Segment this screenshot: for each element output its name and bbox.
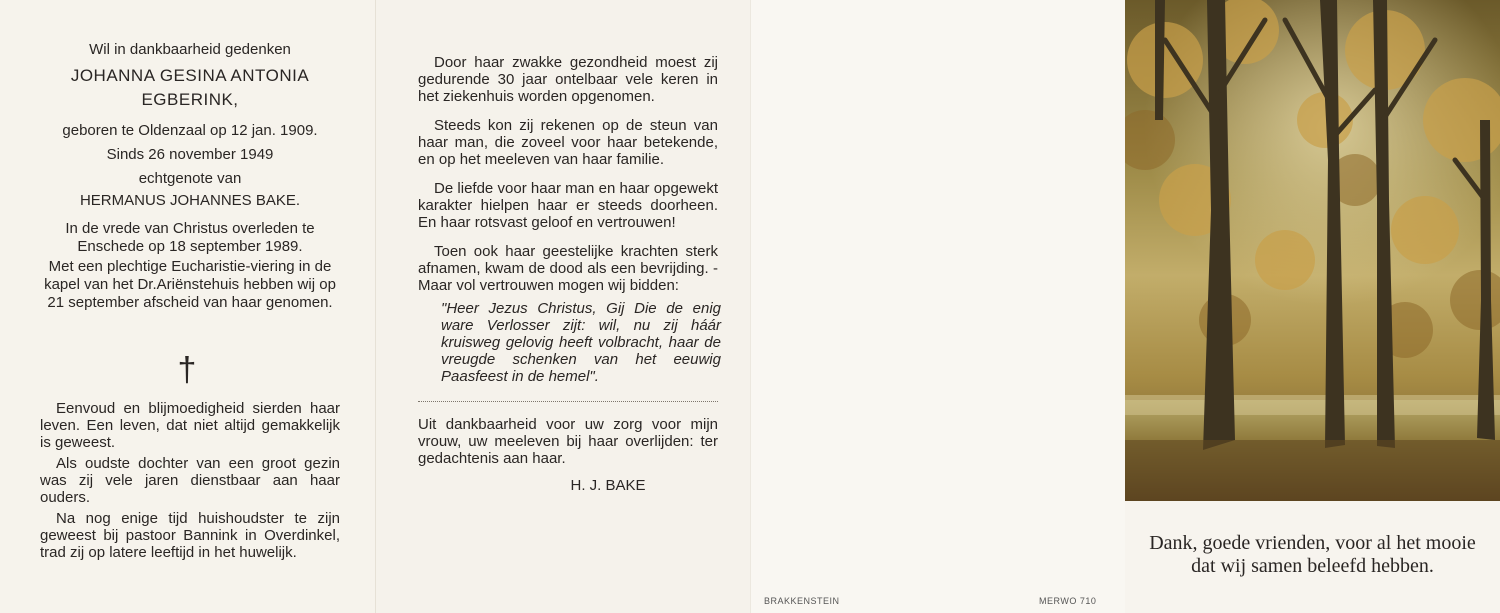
caption-line-1: Dank, goede vrienden, voor al het mooie — [1149, 532, 1476, 554]
print-code: MERWO 710 — [1039, 596, 1097, 606]
character-paragraph: De liefde voor haar man en haar opgewekt karakter hielpen haar er steeds doorheen. En haar rotsvast geloof en vertrouwen! — [418, 180, 718, 231]
middle-panel — [375, 0, 751, 613]
opening-line: Wil in dankbaarheid gedenken — [89, 41, 291, 58]
life-story — [40, 400, 340, 561]
spouse-intro: echtgenote van — [138, 170, 242, 187]
birth-line: geboren te Oldenzaal op 12 jan. 1909. — [62, 122, 318, 139]
prayer-quote: "Heer Jezus Christus, Gij Die de enig ware Verlosser zijt: wil, nu zij háár kruisweg gelovig heeft volbracht, haar de vreugde schenken van het eeuwig Paasfeest in de hemel". — [441, 300, 721, 385]
funeral-notice: Met een plechtige Eucharistie-viering in de kapel van het Dr.Ariënstehuis hebben wij op 21 september afscheid van haar genomen. — [44, 258, 336, 311]
spouse-name: HERMANUS JOHANNES BAKE. — [79, 192, 301, 209]
faith-paragraph: Toen ook haar geestelijke krachten sterk afnamen, kwam de dood als een bevrijding. - Maar vol vertrouwen mogen wij bidden: — [418, 243, 718, 294]
life-paragraph-2: Als oudste dochter van een groot gezin was zij vele jaren dienstbaar aan haar ouders. — [40, 455, 340, 506]
middle-column — [418, 54, 721, 495]
autumn-forest-photo — [1125, 0, 1500, 501]
thanks-paragraph: Uit dankbaarheid voor uw zorg voor mijn vrouw, uw meeleven bij haar overlijden: ter gedachtenis aan haar. — [418, 416, 718, 467]
life-paragraph-3: Na nog enige tijd huishoudster te zijn geweest bij pastoor Bannink in Overdinkel, trad zij op latere leeftijd in het huwelijk. — [40, 510, 340, 561]
divider — [418, 401, 718, 402]
photo-panel — [1125, 0, 1500, 613]
cross-icon: † — [177, 351, 197, 389]
health-paragraph: Door haar zwakke gezondheid moest zij gedurende 30 jaar ontelbaar vele keren in het ziekenhuis worden opgenomen. — [418, 54, 718, 105]
marriage-line: Sinds 26 november 1949 — [106, 146, 274, 163]
deceased-name-line2: EGBERINK, — [141, 90, 239, 109]
caption-line-2: dat wij samen beleefd hebben. — [1191, 555, 1434, 577]
signature: H. J. BAKE — [570, 477, 646, 494]
life-paragraph-1: Eenvoud en blijmoedigheid sierden haar leven. Een leven, dat niet altijd gemakkelijk is geweest. — [40, 400, 340, 451]
deceased-name-line1: JOHANNA GESINA ANTONIA — [70, 66, 310, 85]
death-notice: In de vrede van Christus overleden te Enschede op 18 september 1989. — [65, 220, 315, 255]
support-paragraph: Steeds kon zij rekenen op de steun van haar man, die zoveel voor haar betekende, en op het meeleven van haar familie. — [418, 117, 718, 168]
left-panel — [0, 0, 375, 613]
publisher-mark: BRAKKENSTEIN — [764, 596, 840, 606]
photo-caption — [1125, 532, 1500, 578]
back-panel — [750, 0, 1126, 613]
left-column — [40, 41, 340, 312]
